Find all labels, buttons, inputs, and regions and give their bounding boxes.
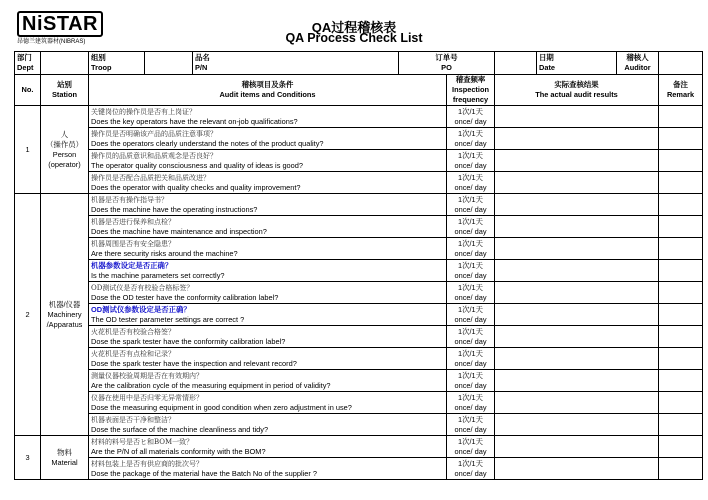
frequency-cell xyxy=(447,260,495,282)
audit-result-cell[interactable] xyxy=(495,216,659,238)
audit-item-cell xyxy=(89,216,447,238)
frequency-en: once/ day xyxy=(454,160,487,170)
frequency-cell xyxy=(447,414,495,436)
table-row xyxy=(15,370,703,392)
frequency-en: once/ day xyxy=(454,182,487,192)
audit-item-en: Dose the OD tester have the conformity calibration label? xyxy=(91,292,279,302)
remark-cell[interactable] xyxy=(659,414,703,436)
audit-item-cn: 操作员是否配合品质把关和品质改进？ xyxy=(91,173,210,182)
audit-result-cell[interactable] xyxy=(495,304,659,326)
frequency-cn: 1次/1天 xyxy=(457,260,484,270)
audit-item-en: The OD tester parameter settings are correct ? xyxy=(91,314,245,324)
frequency-cn: 1次/1天 xyxy=(457,304,484,314)
remark-cell[interactable] xyxy=(659,326,703,348)
audit-item-cn: 机器是否进行保养和点检？ xyxy=(91,217,175,226)
frequency-en: once/ day xyxy=(454,446,487,456)
remark-cell[interactable] xyxy=(659,304,703,326)
header-row-columns xyxy=(15,75,703,106)
frequency-en: once/ day xyxy=(454,424,487,434)
station-cell xyxy=(41,106,89,194)
audit-item-cn: 材料包装上是否有供应商的批次号？ xyxy=(91,459,203,468)
audit-item-en: Does the machine have maintenance and inspection? xyxy=(91,226,267,236)
station-sub-cn: （操作员） xyxy=(46,139,83,149)
audit-item-en: Dose the surface of the machine cleanliness and tidy? xyxy=(91,424,269,434)
remark-cell[interactable] xyxy=(659,370,703,392)
frequency-cn: 1次/1天 xyxy=(457,150,484,160)
frequency-cell xyxy=(447,194,495,216)
frequency-cn: 1次/1天 xyxy=(457,326,484,336)
po-value-cell[interactable] xyxy=(495,52,537,75)
pn-label: 品名 P/N xyxy=(193,52,399,75)
frequency-cell xyxy=(447,216,495,238)
table-row xyxy=(15,326,703,348)
audit-item-en: Are the calibration cycle of the measuring equipment in period of validity? xyxy=(91,380,331,390)
remark-header: 备注 Remark xyxy=(659,75,703,106)
audit-result-cell[interactable] xyxy=(495,392,659,414)
frequency-en: once/ day xyxy=(454,270,487,280)
audit-result-cell[interactable] xyxy=(495,348,659,370)
audit-items-header: 稽核项目及条件 Audit items and Conditions xyxy=(89,75,447,106)
section-number: 3 xyxy=(15,436,41,480)
audit-item-cell xyxy=(89,414,447,436)
remark-cell[interactable] xyxy=(659,282,703,304)
audit-item-cn: 仪器在使用中是否归零无异常情形？ xyxy=(91,393,203,402)
frequency-cn: 1次/1天 xyxy=(457,106,484,116)
audit-item-cell xyxy=(89,304,447,326)
frequency-cn: 1次/1天 xyxy=(457,194,484,204)
dept-value-cell[interactable] xyxy=(41,52,89,75)
page-title-cn: QA过程稽核表 xyxy=(311,20,397,35)
audit-item-cell xyxy=(89,150,447,172)
frequency-cell xyxy=(447,282,495,304)
audit-item-en: The operator quality consciousness and quality of ideas is good? xyxy=(91,160,303,170)
frequency-en: once/ day xyxy=(454,204,487,214)
remark-cell[interactable] xyxy=(659,392,703,414)
audit-result-cell[interactable] xyxy=(495,282,659,304)
audit-item-cn: 测量仪器校验周期是否在有效期内？ xyxy=(91,371,203,380)
audit-item-cn: 机器表面是否干净和整洁？ xyxy=(91,415,175,424)
audit-item-cn: 操作员的品质意识和品质观念是否良好？ xyxy=(91,151,217,160)
frequency-cell xyxy=(447,128,495,150)
frequency-cn: 1次/1天 xyxy=(457,238,484,248)
remark-cell[interactable] xyxy=(659,150,703,172)
audit-item-cell xyxy=(89,172,447,194)
frequency-cell xyxy=(447,172,495,194)
table-row xyxy=(15,414,703,436)
remark-cell[interactable] xyxy=(659,238,703,260)
station-name-cn: 物料 xyxy=(57,447,72,457)
audit-item-en: Does the key operators have the relevant on-job qualifications? xyxy=(91,116,298,126)
station-name-en: Material xyxy=(51,457,78,467)
audit-item-en: Dose the spark tester have the inspection and relevant record? xyxy=(91,358,297,368)
frequency-en: once/ day xyxy=(454,358,487,368)
station-name-en: Machinery xyxy=(47,309,82,319)
audit-result-cell[interactable] xyxy=(495,458,659,480)
remark-cell[interactable] xyxy=(659,348,703,370)
dept-label: 部门 Dept xyxy=(15,52,41,75)
audit-item-en: Dose the package of the material have the Batch No of the supplier ? xyxy=(91,468,317,478)
frequency-cn: 1次/1天 xyxy=(457,458,484,468)
audit-item-cn: 机器周围是否有安全隐患？ xyxy=(91,239,175,248)
auditor-label: 稽核人 Auditor xyxy=(617,52,659,75)
logo-subtitle: 昂德兰建筑器材(NIBRAS) xyxy=(17,39,86,45)
audit-item-cell xyxy=(89,106,447,128)
frequency-cn: 1次/1天 xyxy=(457,392,484,402)
audit-item-en: Are there security risks around the machine? xyxy=(91,248,238,258)
table-row xyxy=(15,436,703,458)
remark-cell[interactable] xyxy=(659,260,703,282)
station-header: 站别 Station xyxy=(41,75,89,106)
audit-item-en: Does the operator with quality checks and quality improvement? xyxy=(91,182,301,192)
table-row xyxy=(15,106,703,128)
audit-item-cell xyxy=(89,348,447,370)
po-label: 订单号 PO xyxy=(399,52,495,75)
frequency-en: once/ day xyxy=(454,380,487,390)
audit-item-cell xyxy=(89,326,447,348)
audit-result-cell[interactable] xyxy=(495,172,659,194)
frequency-cell xyxy=(447,370,495,392)
frequency-cell xyxy=(447,304,495,326)
remark-cell[interactable] xyxy=(659,172,703,194)
troop-label: 组别 Troop xyxy=(89,52,145,75)
audit-result-cell[interactable] xyxy=(495,370,659,392)
header-row-info xyxy=(15,52,703,75)
audit-item-en: Dose the measuring equipment in good condition when zero adjustment in use? xyxy=(91,402,352,412)
frequency-cn: 1次/1天 xyxy=(457,348,484,358)
audit-item-cell xyxy=(89,370,447,392)
audit-item-cn: 关键岗位的操作员是否有上岗证？ xyxy=(91,107,196,116)
frequency-cn: 1次/1天 xyxy=(457,216,484,226)
audit-item-cn: OD测试仪参数设定是否正确？ xyxy=(91,304,191,314)
frequency-cell xyxy=(447,392,495,414)
audit-item-cell xyxy=(89,392,447,414)
table-row xyxy=(15,304,703,326)
frequency-en: once/ day xyxy=(454,138,487,148)
table-row xyxy=(15,238,703,260)
audit-item-cell xyxy=(89,238,447,260)
audit-result-cell[interactable] xyxy=(495,194,659,216)
table-row xyxy=(15,260,703,282)
remark-cell[interactable] xyxy=(659,106,703,128)
frequency-cn: 1次/1天 xyxy=(457,172,484,182)
audit-result-cell[interactable] xyxy=(495,106,659,128)
audit-item-cn: 操作员是否明确该产品的品质注意事项？ xyxy=(91,129,217,138)
station-name-en: Person xyxy=(52,149,77,159)
logo-wordmark: NiSTAR xyxy=(17,11,103,37)
audit-item-cell xyxy=(89,128,447,150)
audit-result-cell[interactable] xyxy=(495,326,659,348)
section-number: 1 xyxy=(15,106,41,194)
audit-item-en: Dose the spark tester have the conformity calibration label? xyxy=(91,336,286,346)
frequency-en: once/ day xyxy=(454,292,487,302)
audit-item-cn: 材料的料号是否ヒ和BOM一致？ xyxy=(91,437,194,446)
frequency-cell xyxy=(447,436,495,458)
table-row xyxy=(15,172,703,194)
audit-result-cell[interactable] xyxy=(495,238,659,260)
frequency-cell xyxy=(447,150,495,172)
remark-cell[interactable] xyxy=(659,436,703,458)
page-title-en: QA Process Check List xyxy=(285,31,423,45)
frequency-en: once/ day xyxy=(454,314,487,324)
audit-item-cn: 火花机是否有点检和记录？ xyxy=(91,349,175,358)
station-name-en-2: (operator) xyxy=(48,159,81,169)
auditor-value-cell[interactable] xyxy=(659,52,703,75)
station-cell xyxy=(41,194,89,436)
audit-item-en: Does the operators clearly understand the notes of the product quality? xyxy=(91,138,324,148)
frequency-cn: 1次/1天 xyxy=(457,414,484,424)
audit-item-cn: OD测试仪是否有校验合格标签？ xyxy=(91,283,194,292)
station-cell xyxy=(41,436,89,480)
audit-item-cell xyxy=(89,436,447,458)
table-row xyxy=(15,282,703,304)
frequency-cell xyxy=(447,458,495,480)
table-row xyxy=(15,150,703,172)
frequency-cell xyxy=(447,238,495,260)
audit-item-cell xyxy=(89,260,447,282)
audit-item-en: Are the P/N of all materials conformity with the BOM? xyxy=(91,446,266,456)
audit-item-cell xyxy=(89,458,447,480)
troop-value-cell[interactable] xyxy=(145,52,193,75)
audit-item-cell xyxy=(89,194,447,216)
audit-item-en: Is the machine parameters set correctly? xyxy=(91,270,225,280)
frequency-en: once/ day xyxy=(454,336,487,346)
remark-cell[interactable] xyxy=(659,128,703,150)
table-row xyxy=(15,348,703,370)
audit-result-cell[interactable] xyxy=(495,150,659,172)
audit-item-cn: 机器是否有操作指导书？ xyxy=(91,195,168,204)
frequency-header: 稽查频率 Inspection frequency xyxy=(447,75,495,106)
station-name-cn: 机器/仪器 xyxy=(48,299,81,309)
remark-cell[interactable] xyxy=(659,216,703,238)
table-row xyxy=(15,194,703,216)
audit-results-header: 实际查核结果 The actual audit results xyxy=(495,75,659,106)
frequency-cell xyxy=(447,348,495,370)
table-row xyxy=(15,216,703,238)
audit-item-cn: 机器参数设定是否正确？ xyxy=(91,260,173,270)
station-name-cn: 人 xyxy=(60,129,69,139)
table-row xyxy=(15,458,703,480)
audit-result-cell[interactable] xyxy=(495,414,659,436)
remark-cell[interactable] xyxy=(659,458,703,480)
frequency-cell xyxy=(447,326,495,348)
frequency-cell xyxy=(447,106,495,128)
audit-result-cell[interactable] xyxy=(495,128,659,150)
audit-result-cell[interactable] xyxy=(495,260,659,282)
frequency-cn: 1次/1天 xyxy=(457,128,484,138)
frequency-en: once/ day xyxy=(454,402,487,412)
table-row xyxy=(15,392,703,414)
section-number: 2 xyxy=(15,194,41,436)
station-name-en-2: /Apparatus xyxy=(46,319,83,329)
check-list-table xyxy=(14,51,703,480)
frequency-en: once/ day xyxy=(454,468,487,478)
frequency-cn: 1次/1天 xyxy=(457,436,484,446)
frequency-cn: 1次/1天 xyxy=(457,370,484,380)
frequency-en: once/ day xyxy=(454,116,487,126)
audit-item-cn: 火花机是否有校验合格签？ xyxy=(91,327,175,336)
audit-item-cell xyxy=(89,282,447,304)
frequency-en: once/ day xyxy=(454,248,487,258)
audit-item-en: Does the machine have the operating instructions? xyxy=(91,204,258,214)
no-header: No. xyxy=(15,75,41,106)
frequency-en: once/ day xyxy=(454,226,487,236)
table-row xyxy=(15,128,703,150)
date-label: 日期 Date xyxy=(537,52,617,75)
frequency-cn: 1次/1天 xyxy=(457,282,484,292)
remark-cell[interactable] xyxy=(659,194,703,216)
audit-result-cell[interactable] xyxy=(495,436,659,458)
